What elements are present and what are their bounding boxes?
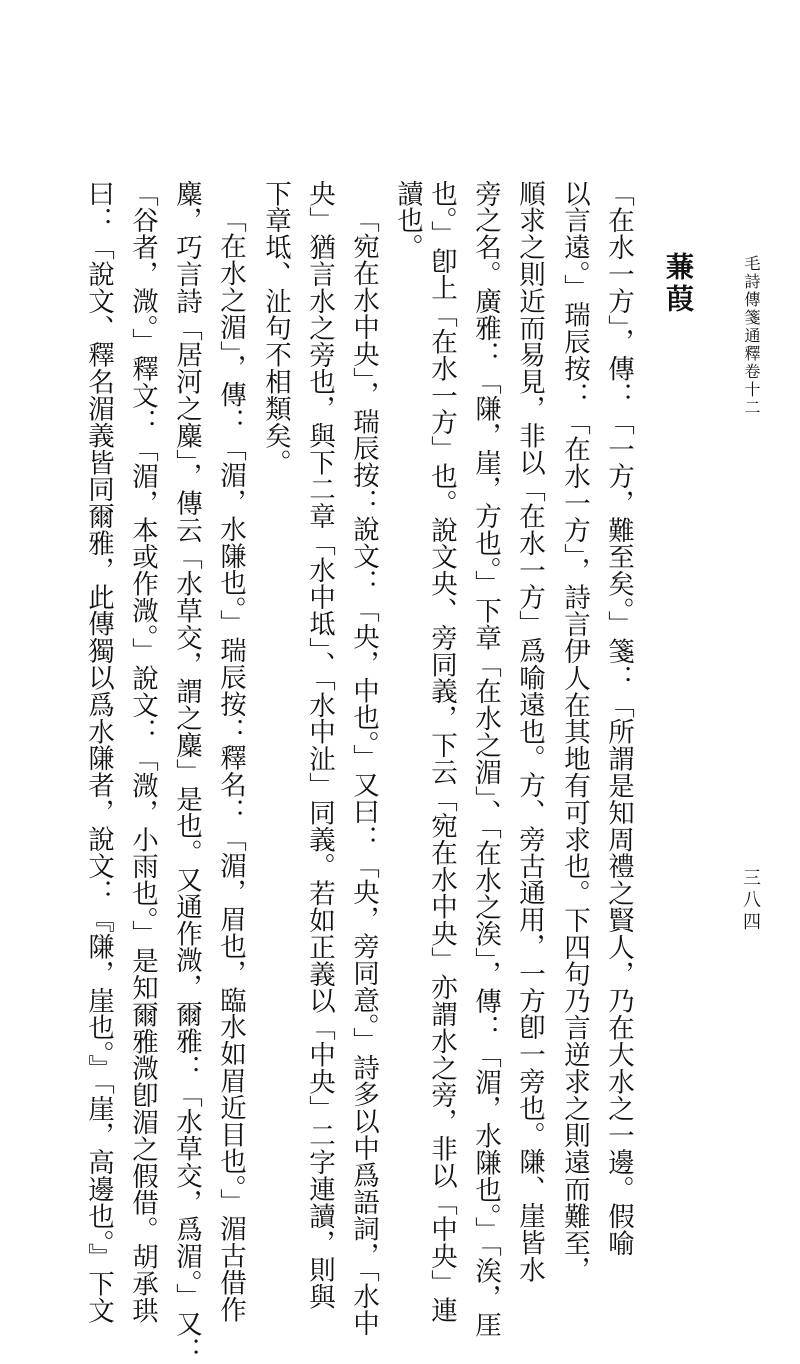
text-column: 「在水之湄」，傳：「湄，水隒也。」瑞辰按：釋名：「湄，眉也，臨水如眉近目也。」湄古借作	[215, 206, 246, 1323]
text-column: 下章坻、沚句不相類矣。	[260, 180, 291, 476]
text-column: 曰：「說文、釋名湄義皆同爾雅，此傳獨以爲水隒者，說文：『隒，崖也。』「崖，高邊也。』下文	[83, 180, 114, 1324]
text-column: 旁之名。廣雅：「隒，崖，方也。」下章「在水之湄」、「在水之涘」，傳：「湄，水隒也。」「涘，厓	[470, 180, 501, 1338]
section-title: 蒹葭	[662, 252, 695, 316]
text-column: 以言遠。」瑞辰按：「在水一方」，詩言伊人在其地有可求也。下四句乃言逆求之則遠而難至，	[559, 180, 590, 1284]
text-column: 也。」卽上「在水一方」也。說文央、旁同義，下云「宛在水中央」亦謂水之旁，非以「中央」連	[426, 180, 457, 1324]
page-number: 三八四	[740, 868, 761, 934]
running-header: 毛詩傳箋通釋卷十二	[742, 255, 761, 417]
text-column: 「在水一方」，傳：「一方，難至矣。」箋：「所謂是知周禮之賢人，乃在大水之一邊。假喻	[603, 180, 634, 1257]
text-column: 順求之則近而易見，非以「在水一方」爲喻遠也。方、旁古通用，一方卽一旁也。隒、崖皆水	[514, 180, 545, 1283]
text-column: 讀也。	[392, 180, 423, 261]
text-column: 「谷者，溦。」釋文：「湄，本或作溦。」說文：「溦，小雨也。」是知爾雅溦卽湄之假借。胡承珙	[127, 180, 158, 1324]
text-column: 央」猶言水之旁也，與下二章「水中坻」、「水中沚」同義。若如正義以「中央」二字連讀，則與	[304, 180, 335, 1311]
text-column: 「宛在水中央」，瑞辰按：說文：「央，中也。」又曰：「央，旁同意。」詩多以中爲語詞，「水中	[348, 206, 379, 1337]
text-column: 麋，巧言詩「居河之麋」，傳云「水草交，謂之麋」是也。又通作溦，爾雅：「水草交，爲湄。」又：	[171, 180, 202, 1364]
